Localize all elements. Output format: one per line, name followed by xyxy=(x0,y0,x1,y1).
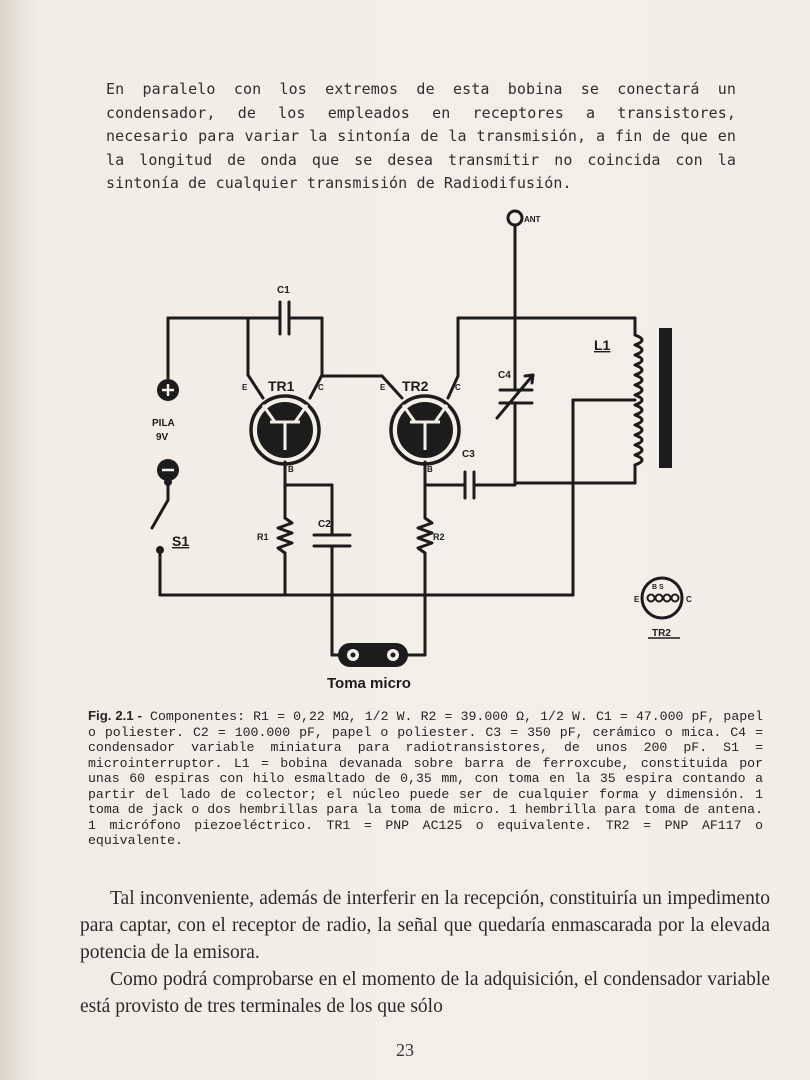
label-tr2: TR2 xyxy=(402,378,429,394)
page-number: 23 xyxy=(396,1040,414,1060)
transistor-tr2-icon xyxy=(391,396,459,464)
label-9v: 9V xyxy=(156,432,169,443)
label-pinout-tr2: TR2 xyxy=(652,628,671,639)
label-c3: C3 xyxy=(462,449,475,460)
label-c1: C1 xyxy=(277,285,290,296)
transistor-tr1-icon xyxy=(251,396,319,464)
label-r2: R2 xyxy=(433,532,445,542)
antenna-jack-icon xyxy=(508,211,522,225)
circuit-schematic xyxy=(140,200,710,700)
label-tr1-b: B xyxy=(288,465,294,474)
label-pila: PILA xyxy=(152,418,175,429)
label-tr2-c: C xyxy=(455,383,461,392)
label-tr2-e: E xyxy=(380,383,386,392)
body-text-bottom xyxy=(80,885,770,1020)
figure-caption xyxy=(88,708,763,849)
label-tr2-b: B xyxy=(427,465,433,474)
label-tr1-c: C xyxy=(318,383,324,392)
battery-minus-terminal-icon xyxy=(157,459,179,481)
label-ant: ANT xyxy=(524,215,541,224)
micro-jack-icon xyxy=(338,643,408,667)
circuit-figure xyxy=(140,200,710,700)
battery-plus-terminal-icon xyxy=(157,379,179,401)
label-tr1-e: E xyxy=(242,383,248,392)
ferrite-rod-icon xyxy=(659,328,672,468)
label-pinout-bs: B S xyxy=(652,584,664,591)
paragraph-bottom-1: Tal inconveniente, además de interferir en la recepción, constituiría un impedimento para captar, con el receptor de radio, la señal que quedaría enmascarada por la elevada potencia de la emisora. xyxy=(80,888,770,963)
label-r1: R1 xyxy=(257,532,269,542)
caption-text: Componentes: R1 = 0,22 MΩ, 1/2 W. R2 = 39.000 Ω, 1/2 W. C1 = 47.000 pF, papel o poliester. C2 = 100.000 pF, papel o poliester. C3 = 350 pF, cerámico o mica. C4 = condensador variable miniatura para radiotransistores, de unos 200 pF. S1 = microinterruptor. L1 = bobina devanada sobre barra de ferroxcube, constituida por unas 60 espiras con hilo esmaltado de 0,35 mm, con toma en la 35 espira contando a partir del lado de colector; el núcleo puede ser de cualquier forma y dimensión. 1 toma de jack o dos hembrillas para la toma de micro. 1 hembrilla para toma de antena. 1 micrófono piezoeléctrico. TR1 = PNP AC125 o equivalente. TR2 = PNP AF117 o equivalente. xyxy=(88,709,763,848)
label-tr1: TR1 xyxy=(268,378,295,394)
label-c4: C4 xyxy=(498,370,511,381)
caption-label: Fig. 2.1 - xyxy=(88,708,142,723)
label-l1: L1 xyxy=(594,337,611,353)
label-c2: C2 xyxy=(318,519,331,530)
paragraph-top: En paralelo con los extremos de esta bobina se conectará un condensador, de los empleados en receptores a transistores, necesario para variar la sintonía de la transmisión, a fin de que en la longitud de onda que se desea transmitir no coincida con la sintonía de cualquier transmisión de Radiodifusión. xyxy=(106,80,736,192)
paragraph-bottom-2: Como podrá comprobarse en el momento de la adquisición, el condensador variable está provisto de tres terminales de los que sólo xyxy=(80,969,770,1017)
label-s1: S1 xyxy=(172,533,190,549)
label-pinout-e: E xyxy=(634,595,640,604)
label-toma-micro: Toma micro xyxy=(327,675,411,692)
label-pinout-c: C xyxy=(686,595,692,604)
